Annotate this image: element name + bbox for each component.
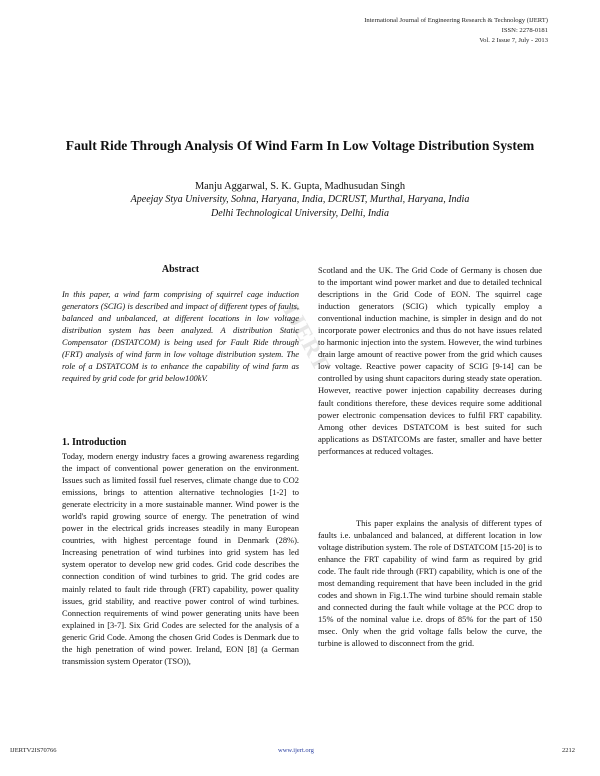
- affiliation-2: Delhi Technological University, Delhi, India: [211, 208, 389, 219]
- introduction-text: [62, 450, 299, 667]
- journal-url-link[interactable]: www.ijert.org: [278, 747, 314, 754]
- authors: Manju Aggarwal, S. K. Gupta, Madhusudan Singh: [194, 181, 406, 192]
- body-paragraph: Scotland and the UK. The Grid Code of Germany is chosen due to the important wind power market and due to detailed technical descriptions in the Grid Code of EON. The squirrel cage induction generators (SCIG) which typically employ a conventional induction machine, is simpler in design and do not incorporate power electronics and thus do not have issues related to harmonic injection into the system. However, the wind turbines drain large amount of reactive power from the grid which causes low voltage. Reactive power capacity of SCIG [9-14] can be controlled by using shunt capacitors during steady state operation. However, reactive power injection capability decreases during fault conditions therefore, these devices require some additional power electronic compensation devices to fulfil FRT capability. Among other devices DSTATCOM is best suited for such applications as DSTATCOMs are faster, smaller and have better performances at reduced voltages.: [318, 265, 542, 456]
- abstract-heading: Abstract: [161, 264, 200, 275]
- introduction-heading: 1. Introduction: [62, 437, 127, 448]
- right-column-paragraph-1: [318, 264, 542, 457]
- watermark: IJERT: [278, 300, 335, 376]
- right-column-paragraph-2: [318, 517, 542, 650]
- paper-id: IJERTV2IS70766: [10, 747, 57, 754]
- affiliation-1: Apeejay Stya University, Sohna, Haryana, India, DCRUST, Murthal, Haryana, India: [130, 194, 470, 205]
- introduction-paragraph: Today, modern energy industry faces a growing awareness regarding the impact of conventional power generation on the environment. Issues such as limited fossil fuel reserves, climate change due to CO2 emissions, brings to attention alternative technologies [1-2] to generate electricity in a more sustainable manner. Wind power is the world's rapid growing source of energy. The penetration of wind power in the electrical grids increases steadily in many European countries, with highest percentage found in Denmark (28%). Increasing penetration of wind turbines into grid system has led system operator to develop new grid codes. Grid code describes the connection condition of wind turbines to grid. The grid codes are mainly related to fault ride through (FRT) capability, power quality issues, grid stability, and reactive power control of wind turbines. Connection requirements of wind power generating units have been explained in [3-7]. Six Grid Codes are selected for the analysis of a generic Grid Code. Among the chosen Grid Codes is Denmark due to the high penetration of wind power. Ireland, EON [8] (a German transmission system Operator (TSO)),: [62, 451, 299, 666]
- page-number: 2212: [562, 747, 575, 754]
- paper-title: Fault Ride Through Analysis Of Wind Farm In Low Voltage Distribution System: [65, 138, 535, 153]
- body-paragraph: This paper explains the analysis of different types of faults i.e. unbalanced and balanced, at different location in low voltage distribution system. The role of DSTATCOM [15-20] is to enhance the FRT capability of wind farm as required by grid code. The fault ride through (FRT) capability, which is one of the most demanding requirement that have been included in the grid codes and shown in Fig.1.The wind turbine should remain stable and connected during the fault while voltage at the PCC drop to 15% of the nominal value i.e. drops of 85% for the part of 150 msec. Only when the grid voltage falls below the curve, the turbine is allowed to disconnect from the grid.: [318, 518, 542, 649]
- volume-issue: Vol. 2 Issue 7, July - 2013: [479, 37, 548, 44]
- journal-name: International Journal of Engineering Research & Technology (IJERT): [364, 17, 548, 24]
- abstract-paragraph: In this paper, a wind farm comprising of squirrel cage induction generators (SCIG) is described and impact of different types of faults, balanced and unbalanced, at different locations in low voltage distribution system has been analyzed. A distribution Static Compensator (DSTATCOM) is being used for Fault Ride through (FRT) analysis of wind farm in low voltage distribution system. The role of a DSTATCOM is to enhance the capability of wind farm as required by grid code for grid below100kV.: [62, 289, 299, 384]
- abstract-text: [62, 288, 299, 384]
- issn: ISSN: 2278-0181: [501, 27, 548, 34]
